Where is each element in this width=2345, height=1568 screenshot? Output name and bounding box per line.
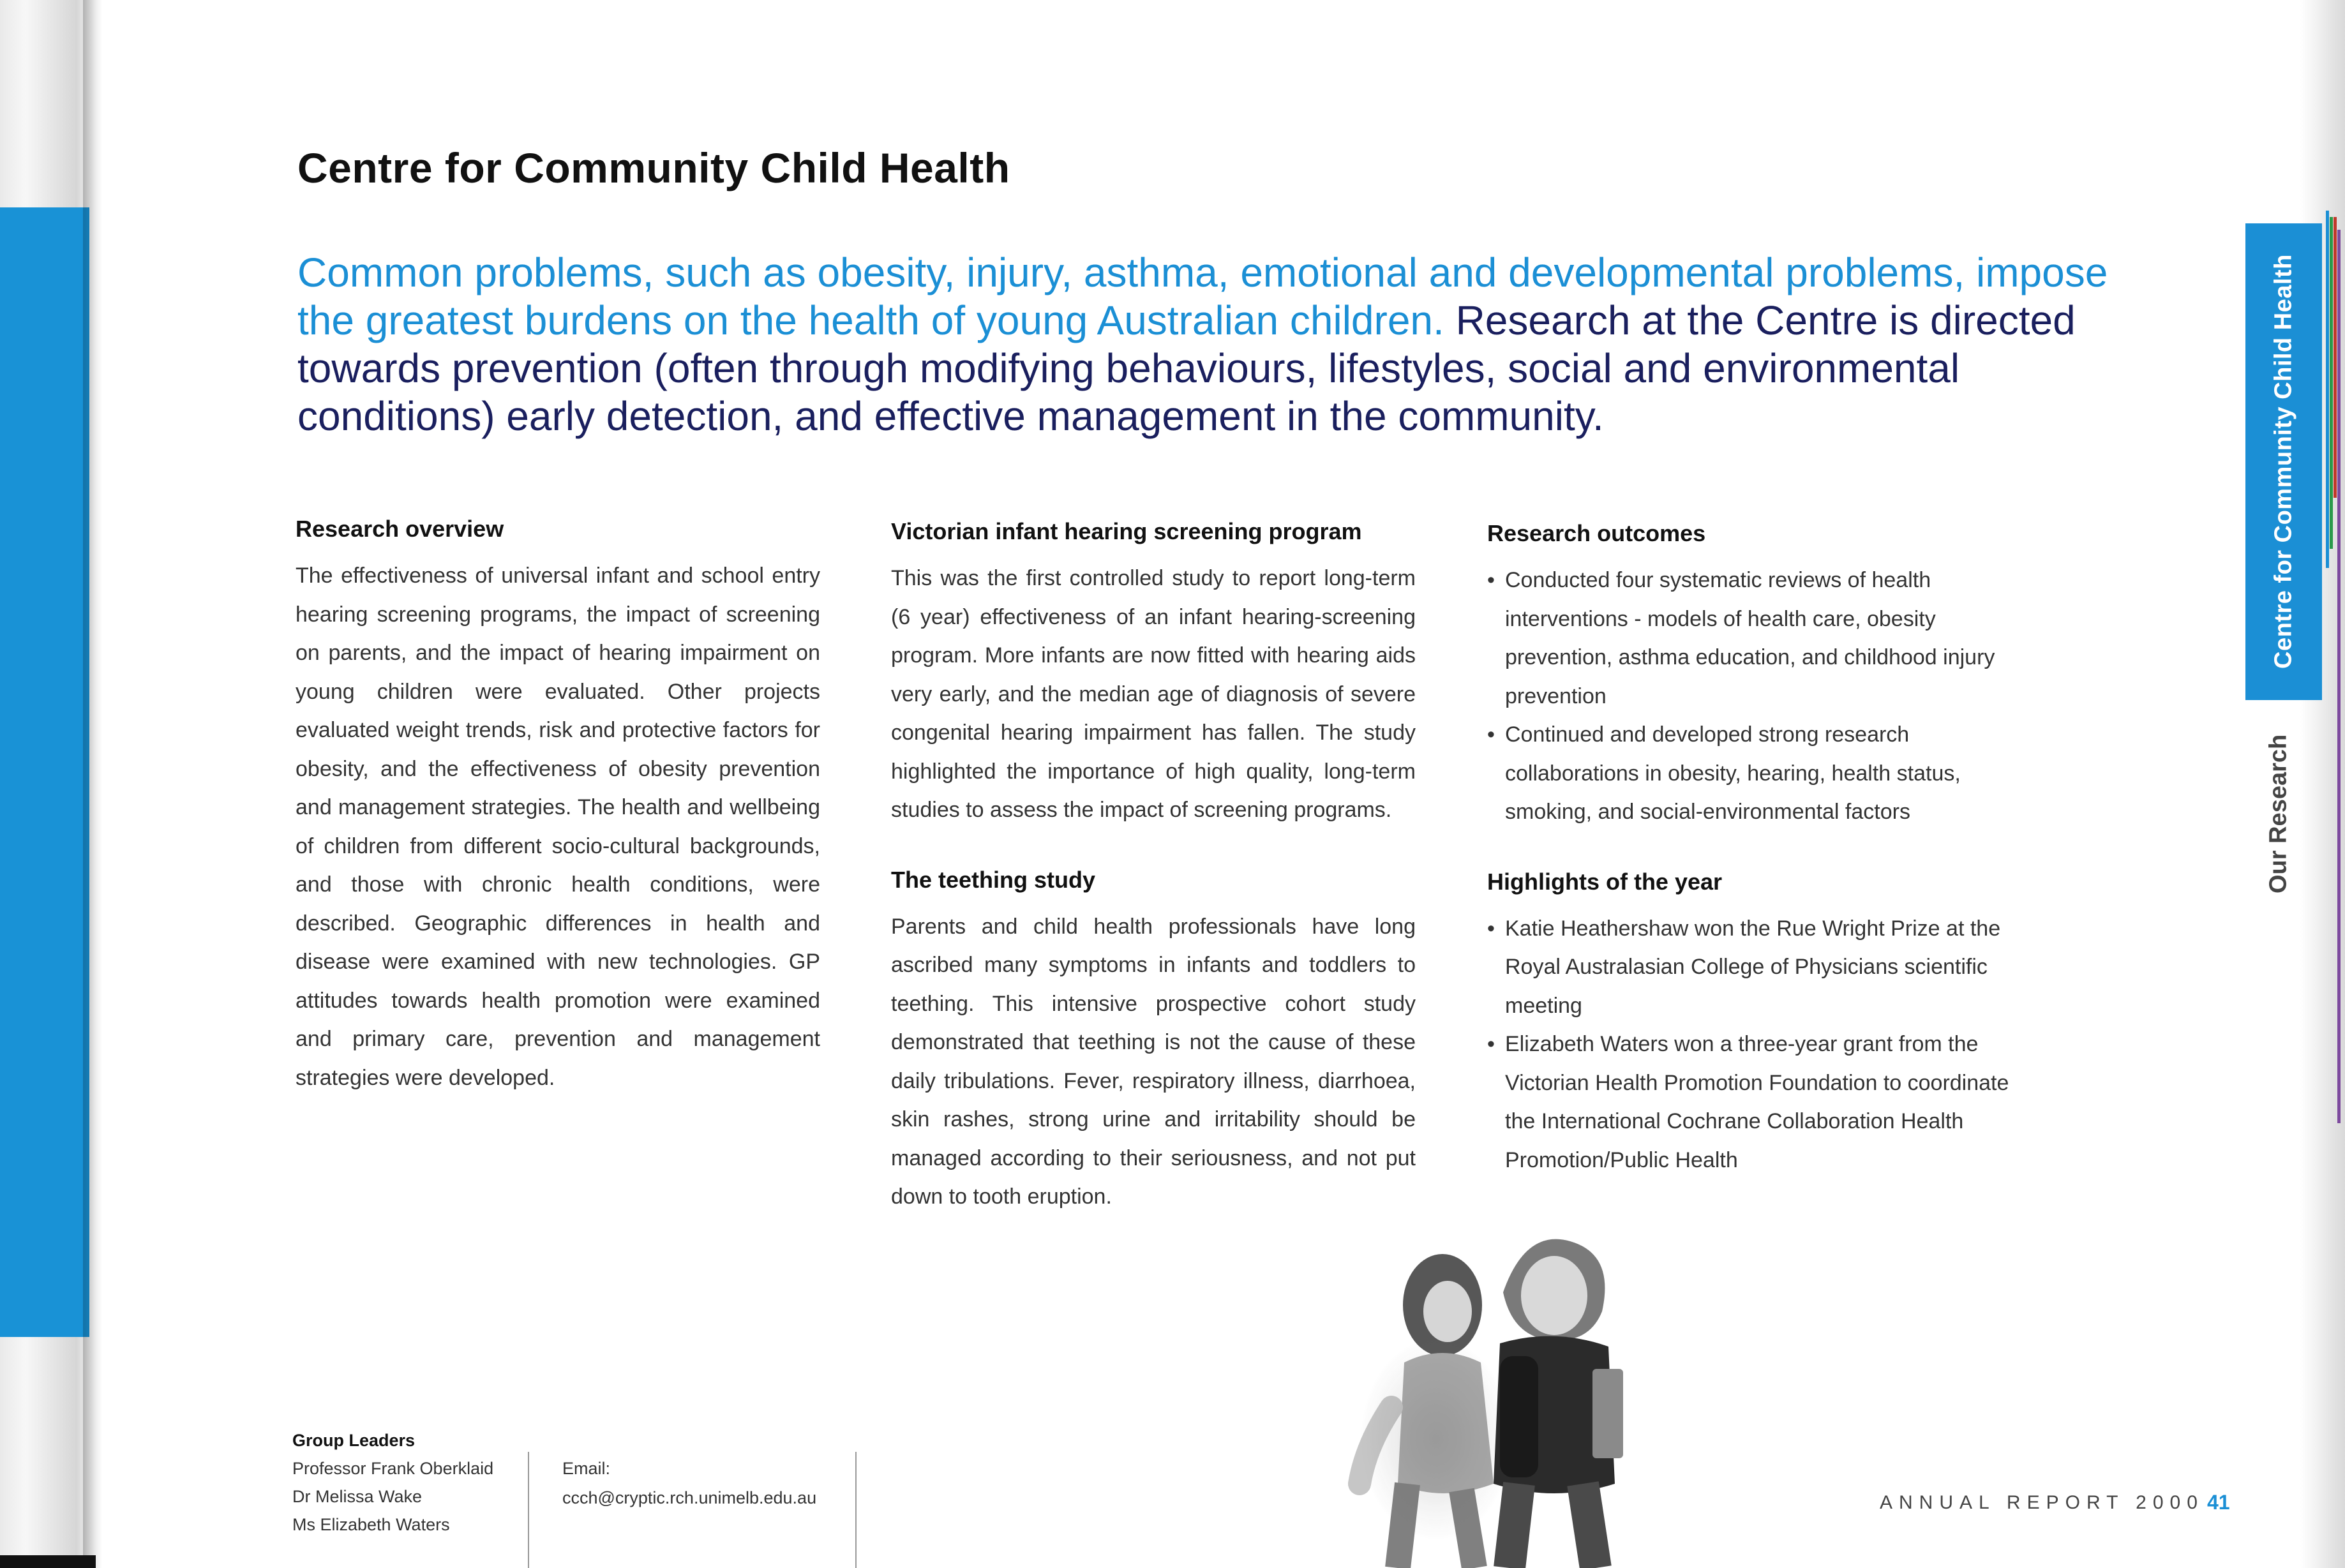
our-research-side-label: Our Research (2265, 734, 2292, 893)
research-outcomes-heading: Research outcomes (1487, 520, 1706, 546)
hearing-program-heading: Victorian infant hearing screening program (891, 518, 1362, 544)
left-page-blue-bar (0, 207, 89, 1337)
page-title: Centre for Community Child Health (297, 144, 1010, 191)
section-side-tab: Centre for Community Child Health (2245, 223, 2322, 700)
footer-divider (528, 1452, 529, 1568)
binding-shadow (83, 0, 102, 1568)
girl-figure (1360, 1254, 1513, 1568)
list-item: • Katie Heathershaw won the Rue Wright Prize at the Royal Australasian College of Physicians scientific meeting (1487, 909, 2011, 1026)
page-number: 41 (2207, 1491, 2230, 1514)
column-research-overview (296, 516, 820, 1097)
group-leaders (292, 1426, 493, 1539)
hearing-program-text: This was the first controlled study to report long-term (6 year) effectiveness of an infant hearing-screening program. More infants are now fitted with hearing aids very early, and the median age of diagnosis of severe congenital hearing impairment has fallen. The study highlighted the importance of high quality, long-term studies to assess the impact of screening programs. (891, 566, 1416, 822)
column-outcomes (1487, 520, 2011, 1179)
group-leader-name: Dr Melissa Wake (292, 1487, 423, 1506)
intro-paragraph (297, 249, 2123, 440)
highlights-heading: Highlights of the year (1487, 868, 1723, 895)
column-studies (891, 518, 1416, 1216)
edge-strip-red (2334, 217, 2337, 498)
teething-study-text: Parents and child health professionals have long ascribed many symptoms in infants and toddlers to teething. This intensive prospective cohort study demonstrated that teething is not the cause of these daily tribulations. Fever, respiratory illness, diarrhoea, skin rashes, strong urine and irritability should be managed according to their seriousness, and not put down to tooth eruption. (891, 914, 1416, 1209)
boy-figure (1494, 1239, 1623, 1568)
research-overview-heading: Research overview (296, 516, 504, 542)
edge-strip-blue (2326, 211, 2329, 568)
annual-report-footer: ANNUAL REPORT 2000 (1880, 1492, 2204, 1513)
running-children-photo (1347, 1216, 1704, 1568)
research-overview-text: The effectiveness of universal infant and school entry hearing screening programs, the impact of screening on parents, and the impact of hearing impairment on young children were evaluated. Other projects evaluated weight trends, risk and protective factors for obesity, and the effectiveness of obesity prevention and management strategies. The health and wellbeing of children from different socio-cultural backgrounds, and those with chronic health conditions, were described. Geographic differences in health and disease were examined with new technologies. GP attitudes towards health promotion were examined and primary care, prevention and management strategies were developed. (296, 564, 820, 1090)
intro-highlight: Common problems, such as obesity, injury, asthma, emotional and developmental problems, impose the greatest burdens on the health of young Australian children. (297, 250, 2108, 343)
email-address[interactable]: ccch@cryptic.rch.unimelb.edu.au (562, 1488, 817, 1507)
teething-study-heading: The teething study (891, 866, 1096, 893)
list-item: • Continued and developed strong research collaborations in obesity, hearing, health status, smoking, and social-environmental factors (1487, 715, 2011, 832)
list-item: • Conducted four systematic reviews of health interventions - models of health care, obesity prevention, asthma education, and childhood injury prevention (1487, 561, 2011, 715)
research-outcomes-list (1487, 561, 2011, 832)
email-label: Email: (562, 1459, 611, 1478)
edge-strip-purple (2337, 230, 2341, 1123)
highlights-list (1487, 909, 2011, 1180)
group-leader-name: Ms Elizabeth Waters (292, 1515, 450, 1534)
group-leader-name: Professor Frank Oberklaid (292, 1459, 494, 1478)
contact-email (562, 1454, 816, 1512)
intro-body: Research at the Centre is directed towards prevention (often through modifying behaviours, lifestyles, social and environmental conditions) early detection, and effective management in the community. (297, 297, 2076, 439)
footer-divider (855, 1452, 857, 1568)
binding-dark-edge (0, 1555, 96, 1568)
group-leaders-label: Group Leaders (292, 1431, 416, 1450)
edge-strip-green (2330, 217, 2333, 549)
list-item: • Elizabeth Waters won a three-year grant from the Victorian Health Promotion Foundation to coordinate the International Cochrane Collaboration Health Promotion/Public Health (1487, 1025, 2011, 1179)
